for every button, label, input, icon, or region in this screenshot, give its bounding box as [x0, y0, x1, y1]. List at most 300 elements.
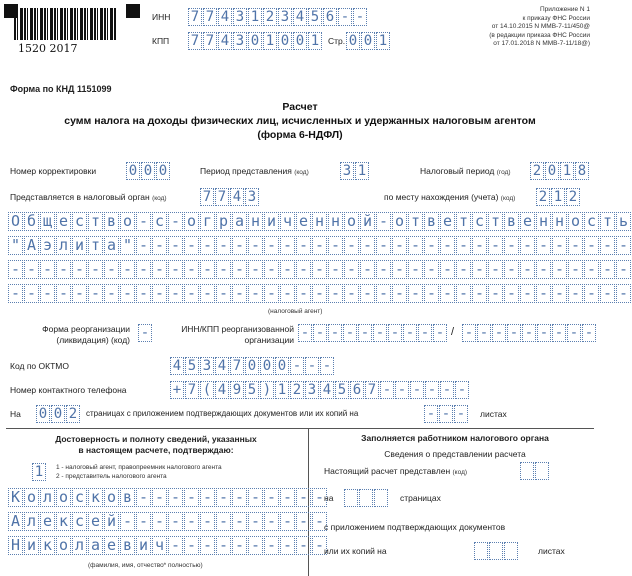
- submitted-label: [324, 466, 467, 476]
- char-cell: -: [264, 488, 279, 507]
- char-cell: о: [392, 212, 407, 231]
- char-cell: н: [552, 212, 567, 231]
- char-cell: й: [104, 512, 119, 531]
- char-cell: -: [280, 488, 295, 507]
- char-cell: -: [8, 260, 23, 279]
- char-cell: Н: [8, 536, 23, 555]
- char-cell: -: [232, 488, 247, 507]
- char-cell: 7: [230, 357, 244, 375]
- firstname-row: [8, 512, 328, 531]
- pages-on-label: На: [10, 409, 21, 419]
- title-line-3: (форма 6-НДФЛ): [257, 129, 343, 141]
- char-cell: -: [120, 284, 135, 303]
- char-cell: 3: [245, 188, 259, 206]
- char-cell: -: [439, 405, 453, 423]
- char-cell: а: [232, 212, 247, 231]
- char-cell: 7: [203, 32, 217, 50]
- char-cell: -: [584, 284, 599, 303]
- reorg-slash: /: [451, 326, 455, 338]
- char-cell: -: [343, 324, 357, 342]
- char-cell: -: [184, 284, 199, 303]
- char-cell: -: [600, 236, 615, 255]
- inspector-on-label: на: [324, 493, 334, 503]
- char-cell: -: [280, 284, 295, 303]
- char-cell: -: [552, 260, 567, 279]
- char-cell: о: [568, 212, 583, 231]
- char-cell: о: [104, 488, 119, 507]
- char-cell: -: [344, 236, 359, 255]
- char-cell: -: [536, 236, 551, 255]
- kpp-label: КПП: [152, 36, 170, 46]
- char-cell: -: [184, 260, 199, 279]
- char-cell: 3: [233, 8, 247, 26]
- char-cell: -: [552, 284, 567, 303]
- char-cell: -: [305, 357, 319, 375]
- char-cell: -: [376, 284, 391, 303]
- char-cell: -: [388, 324, 402, 342]
- char-cell: -: [312, 284, 327, 303]
- char-cell: -: [264, 536, 279, 555]
- char-cell: -: [536, 284, 551, 303]
- char-cell: 0: [346, 32, 360, 50]
- reorg-cells: [138, 324, 153, 342]
- char-cell: -: [344, 284, 359, 303]
- appendix-note: [489, 6, 590, 49]
- inspector-sheets-label: листах: [538, 546, 565, 556]
- tax-period-label: [420, 166, 511, 176]
- char-cell: -: [456, 284, 471, 303]
- char-cell: 0: [260, 357, 274, 375]
- char-cell: 4: [215, 381, 229, 399]
- location-label-text: по месту нахождения (учета): [384, 192, 499, 202]
- char-cell: -: [184, 488, 199, 507]
- reorg-label-line-2: (ликвидация) (код): [56, 335, 130, 345]
- char-cell: -: [537, 324, 551, 342]
- reorg-inn-label-line-2: организации: [244, 335, 294, 345]
- char-cell: 0: [126, 162, 140, 180]
- sheets-label: листах: [480, 409, 507, 419]
- char-cell: е: [40, 512, 55, 531]
- barcode: [14, 8, 116, 40]
- char-cell: -: [477, 324, 491, 342]
- char-cell: с: [584, 212, 599, 231]
- char-cell: -: [184, 236, 199, 255]
- char-cell: [535, 462, 549, 480]
- char-cell: -: [168, 536, 183, 555]
- submitted-cells: [520, 462, 550, 480]
- char-cell: в: [424, 212, 439, 231]
- char-cell: -: [152, 488, 167, 507]
- char-cell: -: [232, 236, 247, 255]
- location-cells: [536, 188, 581, 206]
- period-label: [200, 166, 309, 176]
- char-cell: -: [280, 536, 295, 555]
- char-cell: К: [8, 488, 23, 507]
- char-cell: [359, 489, 373, 507]
- inspector-pages-label: страницах: [400, 493, 441, 503]
- char-cell: -: [424, 405, 438, 423]
- char-cell: -: [296, 260, 311, 279]
- char-cell: -: [567, 324, 581, 342]
- char-cell: ч: [152, 536, 167, 555]
- signer-option: 1 - налоговый агент, правопреемник налогового агента: [56, 464, 222, 471]
- char-cell: -: [138, 324, 152, 342]
- char-cell: 0: [141, 162, 155, 180]
- char-cell: -: [40, 260, 55, 279]
- char-cell: -: [380, 381, 394, 399]
- char-cell: -: [440, 236, 455, 255]
- char-cell: о: [24, 488, 39, 507]
- char-cell: 2: [290, 381, 304, 399]
- char-cell: в: [120, 536, 135, 555]
- patronymic-row: [8, 536, 328, 555]
- char-cell: -: [248, 536, 263, 555]
- char-cell: -: [312, 512, 327, 531]
- char-cell: [344, 489, 358, 507]
- char-cell: 1: [355, 162, 369, 180]
- agent-name-row-4: [8, 284, 632, 303]
- reorg-label-line-1: Форма реорганизации: [42, 324, 130, 334]
- oktmo-cells: [170, 357, 335, 375]
- char-cell: -: [280, 260, 295, 279]
- char-cell: О: [8, 212, 23, 231]
- inspector-attach-label: с приложением подтверждающих документов: [324, 522, 506, 532]
- char-cell: -: [440, 381, 454, 399]
- char-cell: -: [216, 536, 231, 555]
- char-cell: и: [72, 236, 87, 255]
- name-caption: (фамилия, имя, отчество* полностью): [88, 562, 203, 569]
- char-cell: -: [373, 324, 387, 342]
- char-cell: н: [248, 212, 263, 231]
- char-cell: с: [72, 212, 87, 231]
- char-cell: -: [24, 284, 39, 303]
- char-cell: 4: [230, 188, 244, 206]
- title-line-1: Расчет: [282, 101, 318, 113]
- char-cell: -: [200, 260, 215, 279]
- char-cell: к: [56, 512, 71, 531]
- authority-cells: [200, 188, 260, 206]
- char-cell: 2: [536, 188, 550, 206]
- char-cell: -: [440, 260, 455, 279]
- inspector-copies-label: или их копий на: [324, 546, 387, 556]
- char-cell: -: [120, 512, 135, 531]
- char-cell: -: [338, 8, 352, 26]
- char-cell: -: [296, 512, 311, 531]
- appendix-line: (в редакции приказа ФНС России: [489, 31, 590, 39]
- char-cell: -: [232, 284, 247, 303]
- confirm-title-line-1: Достоверность и полноту сведений, указанных: [55, 434, 257, 444]
- char-cell: 2: [530, 162, 544, 180]
- char-cell: -: [424, 260, 439, 279]
- char-cell: 1: [263, 32, 277, 50]
- char-cell: -: [136, 260, 151, 279]
- char-cell: 7: [203, 8, 217, 26]
- char-cell: ь: [616, 212, 631, 231]
- agent-name-row-2: [8, 236, 632, 255]
- phone-label: Номер контактного телефона: [10, 385, 127, 395]
- char-cell: -: [360, 260, 375, 279]
- char-cell: 4: [215, 357, 229, 375]
- char-cell: -: [328, 236, 343, 255]
- title-line-2: сумм налога на доходы физических лиц, исчисленных и удержанных налоговым агентом: [64, 115, 536, 127]
- char-cell: 0: [156, 162, 170, 180]
- char-cell: -: [425, 381, 439, 399]
- char-cell: -: [56, 284, 71, 303]
- char-cell: -: [184, 512, 199, 531]
- char-cell: е: [296, 212, 311, 231]
- char-cell: -: [328, 324, 342, 342]
- char-cell: -: [24, 260, 39, 279]
- char-cell: -: [616, 284, 631, 303]
- char-cell: -: [424, 284, 439, 303]
- char-cell: -: [152, 260, 167, 279]
- char-cell: [520, 462, 534, 480]
- char-cell: -: [520, 260, 535, 279]
- char-cell: 2: [263, 8, 277, 26]
- char-cell: -: [344, 260, 359, 279]
- char-cell: 0: [545, 162, 559, 180]
- char-cell: щ: [40, 212, 55, 231]
- char-cell: А: [24, 236, 39, 255]
- sheets-cells: [424, 405, 469, 423]
- page-cells: [346, 32, 391, 50]
- char-cell: н: [312, 212, 327, 231]
- char-cell: 7: [215, 188, 229, 206]
- tax-period-label-text: Налоговый период: [420, 166, 495, 176]
- char-cell: -: [280, 236, 295, 255]
- inn-cells: [188, 8, 368, 26]
- char-cell: 0: [248, 32, 262, 50]
- char-cell: л: [56, 236, 71, 255]
- corner-marker-right: [126, 4, 140, 18]
- char-cell: 7: [200, 188, 214, 206]
- char-cell: -: [504, 260, 519, 279]
- period-cells: [340, 162, 370, 180]
- char-cell: -: [296, 488, 311, 507]
- char-cell: 6: [323, 8, 337, 26]
- char-cell: 4: [170, 357, 184, 375]
- char-cell: т: [408, 212, 423, 231]
- char-cell: 7: [188, 8, 202, 26]
- char-cell: -: [248, 512, 263, 531]
- surname-row: [8, 488, 328, 507]
- inspector-title: Заполняется работником налогового органа: [361, 433, 549, 443]
- char-cell: -: [522, 324, 536, 342]
- char-cell: -: [358, 324, 372, 342]
- char-cell: -: [552, 324, 566, 342]
- location-label: [384, 192, 515, 202]
- char-cell: -: [248, 488, 263, 507]
- char-cell: -: [216, 236, 231, 255]
- char-cell: -: [264, 260, 279, 279]
- char-cell: -: [248, 284, 263, 303]
- char-cell: 5: [335, 381, 349, 399]
- char-cell: 6: [350, 381, 364, 399]
- inspector-subtitle: Сведения о представлении расчета: [384, 449, 526, 459]
- char-cell: -: [72, 284, 87, 303]
- char-cell: 3: [233, 32, 247, 50]
- char-cell: 1: [275, 381, 289, 399]
- char-cell: -: [248, 236, 263, 255]
- char-cell: 1: [551, 188, 565, 206]
- char-cell: [474, 542, 488, 560]
- char-cell: -: [582, 324, 596, 342]
- char-cell: -: [200, 236, 215, 255]
- signer-options: [56, 463, 222, 481]
- char-cell: -: [507, 324, 521, 342]
- char-cell: е: [440, 212, 455, 231]
- char-cell: 4: [320, 381, 334, 399]
- char-cell: т: [88, 236, 103, 255]
- char-cell: е: [56, 212, 71, 231]
- char-cell: -: [136, 284, 151, 303]
- char-cell: -: [424, 236, 439, 255]
- kpp-cells: [188, 32, 323, 50]
- char-cell: 3: [305, 381, 319, 399]
- char-cell: -: [472, 284, 487, 303]
- barcode-number: 1520 2017: [18, 42, 78, 55]
- char-cell: г: [200, 212, 215, 231]
- char-cell: -: [408, 236, 423, 255]
- char-cell: о: [56, 536, 71, 555]
- char-cell: -: [136, 236, 151, 255]
- char-cell: и: [264, 212, 279, 231]
- char-cell: -: [520, 284, 535, 303]
- char-cell: 3: [340, 162, 354, 180]
- char-cell: ": [8, 236, 23, 255]
- oktmo-label: Код по ОКТМО: [10, 361, 69, 371]
- char-cell: -: [136, 512, 151, 531]
- char-cell: [374, 489, 388, 507]
- page-label: Стр.: [328, 36, 346, 46]
- char-cell: -: [312, 236, 327, 255]
- agent-name-row-1: [8, 212, 632, 231]
- char-cell: -: [290, 357, 304, 375]
- char-cell: -: [168, 236, 183, 255]
- char-cell: -: [454, 405, 468, 423]
- char-cell: -: [184, 536, 199, 555]
- char-cell: 0: [51, 405, 65, 423]
- char-cell: т: [600, 212, 615, 231]
- agent-caption: (налоговый агент): [268, 308, 323, 315]
- char-cell: 0: [278, 32, 292, 50]
- char-cell: -: [568, 284, 583, 303]
- char-cell: -: [584, 236, 599, 255]
- reorg-kpp-cells: [462, 324, 597, 342]
- char-cell: -: [440, 284, 455, 303]
- phone-cells: [170, 381, 470, 399]
- authority-label-text: Представляется в налоговый орган: [10, 192, 150, 202]
- confirm-title-line-2: в настоящем расчете, подтверждаю:: [78, 445, 234, 455]
- bottom-divider: [6, 428, 594, 429]
- period-label-text: Период представления: [200, 166, 292, 176]
- char-cell: в: [120, 488, 135, 507]
- char-cell: -: [600, 284, 615, 303]
- char-cell: -: [168, 512, 183, 531]
- char-cell: -: [216, 260, 231, 279]
- char-cell: с: [72, 512, 87, 531]
- char-cell: -: [504, 284, 519, 303]
- pages-text: страницах с приложением подтверждающих документов или их копий на: [86, 409, 359, 418]
- char-cell: л: [24, 512, 39, 531]
- char-cell: -: [296, 236, 311, 255]
- char-cell: -: [232, 260, 247, 279]
- char-cell: 1: [560, 162, 574, 180]
- char-cell: 5: [308, 8, 322, 26]
- char-cell: -: [488, 236, 503, 255]
- char-cell: а: [104, 236, 119, 255]
- correction-label: Номер корректировки: [10, 166, 97, 176]
- char-cell: 3: [278, 8, 292, 26]
- char-cell: -: [456, 260, 471, 279]
- char-cell: -: [216, 512, 231, 531]
- knd-code: Форма по КНД 1151099: [10, 84, 112, 94]
- char-cell: с: [152, 212, 167, 231]
- char-cell: к: [88, 488, 103, 507]
- char-cell: -: [472, 236, 487, 255]
- char-cell: -: [312, 488, 327, 507]
- char-cell: о: [344, 212, 359, 231]
- char-cell: -: [56, 260, 71, 279]
- char-cell: -: [168, 284, 183, 303]
- char-cell: -: [152, 512, 167, 531]
- authority-code: (код): [152, 195, 167, 202]
- char-cell: 7: [185, 381, 199, 399]
- char-cell: -: [280, 512, 295, 531]
- char-cell: -: [360, 236, 375, 255]
- signer-cells: [32, 463, 47, 481]
- char-cell: -: [568, 260, 583, 279]
- char-cell: -: [8, 284, 23, 303]
- char-cell: -: [313, 324, 327, 342]
- char-cell: в: [104, 212, 119, 231]
- char-cell: 0: [245, 357, 259, 375]
- appendix-line: Приложение N 1: [539, 6, 590, 13]
- char-cell: -: [200, 536, 215, 555]
- char-cell: -: [376, 260, 391, 279]
- char-cell: и: [136, 536, 151, 555]
- char-cell: о: [184, 212, 199, 231]
- agent-name-row-3: [8, 260, 632, 279]
- char-cell: 0: [275, 357, 289, 375]
- signer-option: 2 - представитель налогового агента: [56, 473, 167, 480]
- char-cell: [504, 542, 518, 560]
- char-cell: с: [72, 488, 87, 507]
- char-cell: -: [200, 488, 215, 507]
- char-cell: т: [456, 212, 471, 231]
- char-cell: р: [216, 212, 231, 231]
- char-cell: 2: [66, 405, 80, 423]
- appendix-line: от 17.01.2018 N ММВ-7-11/18@): [493, 40, 590, 47]
- char-cell: 0: [361, 32, 375, 50]
- char-cell: 4: [218, 8, 232, 26]
- char-cell: 8: [575, 162, 589, 180]
- char-cell: 4: [293, 8, 307, 26]
- reorg-inn-cells: [298, 324, 448, 342]
- location-code: (код): [500, 195, 516, 202]
- char-cell: -: [72, 260, 87, 279]
- char-cell: е: [88, 512, 103, 531]
- char-cell: -: [312, 536, 327, 555]
- char-cell: -: [392, 260, 407, 279]
- char-cell: э: [40, 236, 55, 255]
- char-cell: -: [616, 260, 631, 279]
- char-cell: -: [152, 284, 167, 303]
- char-cell: -: [296, 536, 311, 555]
- char-cell: -: [616, 236, 631, 255]
- char-cell: к: [40, 536, 55, 555]
- char-cell: -: [403, 324, 417, 342]
